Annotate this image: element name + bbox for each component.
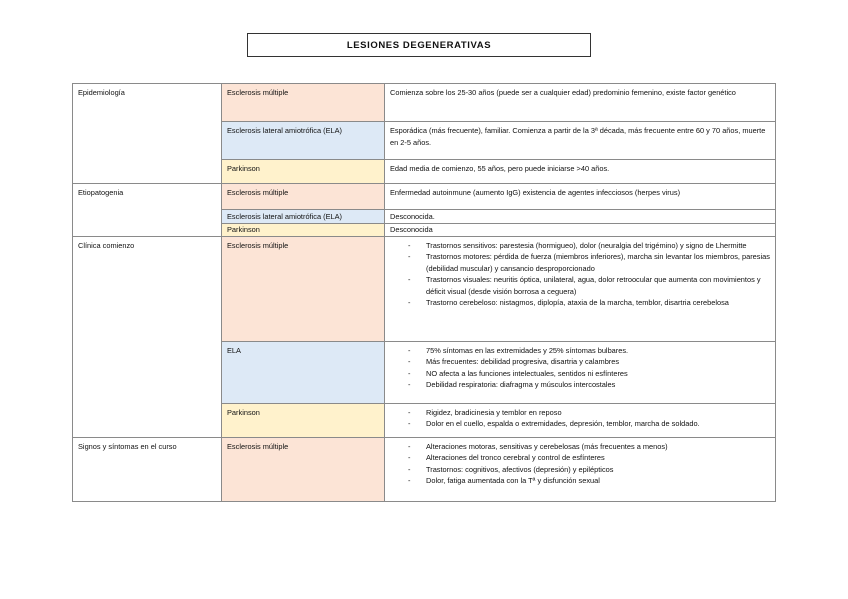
detail-etio-ms: Enfermedad autoinmune (aumento IgG) existencia de agentes infecciosos (herpes virus) bbox=[385, 184, 776, 210]
list-item: - NO afecta a las funciones intelectuales, sentidos ni esfínteres bbox=[426, 368, 770, 380]
table-row bbox=[73, 437, 776, 501]
detail-etio-ela: Desconocida. bbox=[385, 210, 776, 224]
list-item: - Alteraciones motoras, sensitivas y cerebelosas (más frecuentes a menos) bbox=[426, 441, 770, 453]
lesions-table bbox=[72, 83, 776, 502]
detail-epi-ms: Comienza sobre los 25-30 años (puede ser a cualquier edad) predominio femenino, existe factor genético bbox=[385, 84, 776, 122]
disease-ms: Esclerosis múltiple bbox=[222, 84, 385, 122]
list-item: - Trastornos sensitivos: parestesia (hormigueo), dolor (neuralgia del trigémino) y signo de Lhermitte bbox=[426, 240, 770, 252]
list-item: - Debilidad respiratoria: diafragma y músculos intercostales bbox=[426, 379, 770, 391]
disease-ela: ELA bbox=[222, 341, 385, 403]
category-etiopatogenia: Etiopatogenia bbox=[73, 184, 222, 237]
table-row bbox=[73, 236, 776, 341]
detail-epi-ela: Esporádica (más frecuente), familiar. Comienza a partir de la 3ª década, más frecuente entre 60 y 70 años, muerte en 2-5 años. bbox=[385, 122, 776, 160]
category-signos: Signos y síntomas en el curso bbox=[73, 437, 222, 501]
list-item: - Dolor, fatiga aumentada con la Tª y disfunción sexual bbox=[426, 475, 770, 487]
list-item: - Trastornos visuales: neuritis óptica, unilateral, agua, dolor retroocular que aumenta con movimientos y déficit visual (desde visión borrosa a ceguera) bbox=[426, 274, 770, 297]
symptom-list bbox=[390, 240, 770, 309]
detail-signos-ms bbox=[385, 437, 776, 501]
list-item: - Más frecuentes: debilidad progresiva, disartria y calambres bbox=[426, 356, 770, 368]
category-clinica: Clínica comienzo bbox=[73, 236, 222, 437]
list-item: - Alteraciones del tronco cerebral y control de esfínteres bbox=[426, 452, 770, 464]
disease-ela: Esclerosis lateral amiotrófica (ELA) bbox=[222, 122, 385, 160]
symptom-list bbox=[390, 441, 770, 487]
detail-epi-park: Edad media de comienzo, 55 años, pero puede iniciarse >40 años. bbox=[385, 160, 776, 184]
disease-ms: Esclerosis múltiple bbox=[222, 184, 385, 210]
list-item: - Trastornos motores: pérdida de fuerza (miembros inferiores), marcha sin levantar los miembros, paresias (debilidad muscular) y cansancio desproporcionado bbox=[426, 251, 770, 274]
list-item: - Trastorno cerebeloso: nistagmos, diplopía, ataxia de la marcha, temblor, disartria cerebelosa bbox=[426, 297, 770, 309]
list-item: - Rigidez, bradicinesia y temblor en reposo bbox=[426, 407, 770, 419]
table-row bbox=[73, 84, 776, 122]
symptom-list bbox=[390, 345, 770, 391]
list-item: - Dolor en el cuello, espalda o extremidades, depresión, temblor, marcha de soldado. bbox=[426, 418, 770, 430]
disease-park: Parkinson bbox=[222, 403, 385, 437]
list-item: - 75% síntomas en las extremidades y 25% síntomas bulbares. bbox=[426, 345, 770, 357]
category-epidemiologia: Epidemiología bbox=[73, 84, 222, 184]
page-title: LESIONES DEGENERATIVAS bbox=[346, 39, 492, 51]
disease-ms: Esclerosis múltiple bbox=[222, 437, 385, 501]
detail-etio-park: Desconocida bbox=[385, 224, 776, 237]
disease-ela: Esclerosis lateral amiotrófica (ELA) bbox=[222, 210, 385, 224]
detail-clin-ela bbox=[385, 341, 776, 403]
detail-clin-ms bbox=[385, 236, 776, 341]
disease-park: Parkinson bbox=[222, 160, 385, 184]
disease-ms: Esclerosis múltiple bbox=[222, 236, 385, 341]
title-box bbox=[247, 33, 591, 57]
list-item: - Trastornos: cognitivos, afectivos (depresión) y epilépticos bbox=[426, 464, 770, 476]
disease-park: Parkinson bbox=[222, 224, 385, 237]
table-row bbox=[73, 184, 776, 210]
symptom-list bbox=[390, 407, 770, 430]
detail-clin-park bbox=[385, 403, 776, 437]
